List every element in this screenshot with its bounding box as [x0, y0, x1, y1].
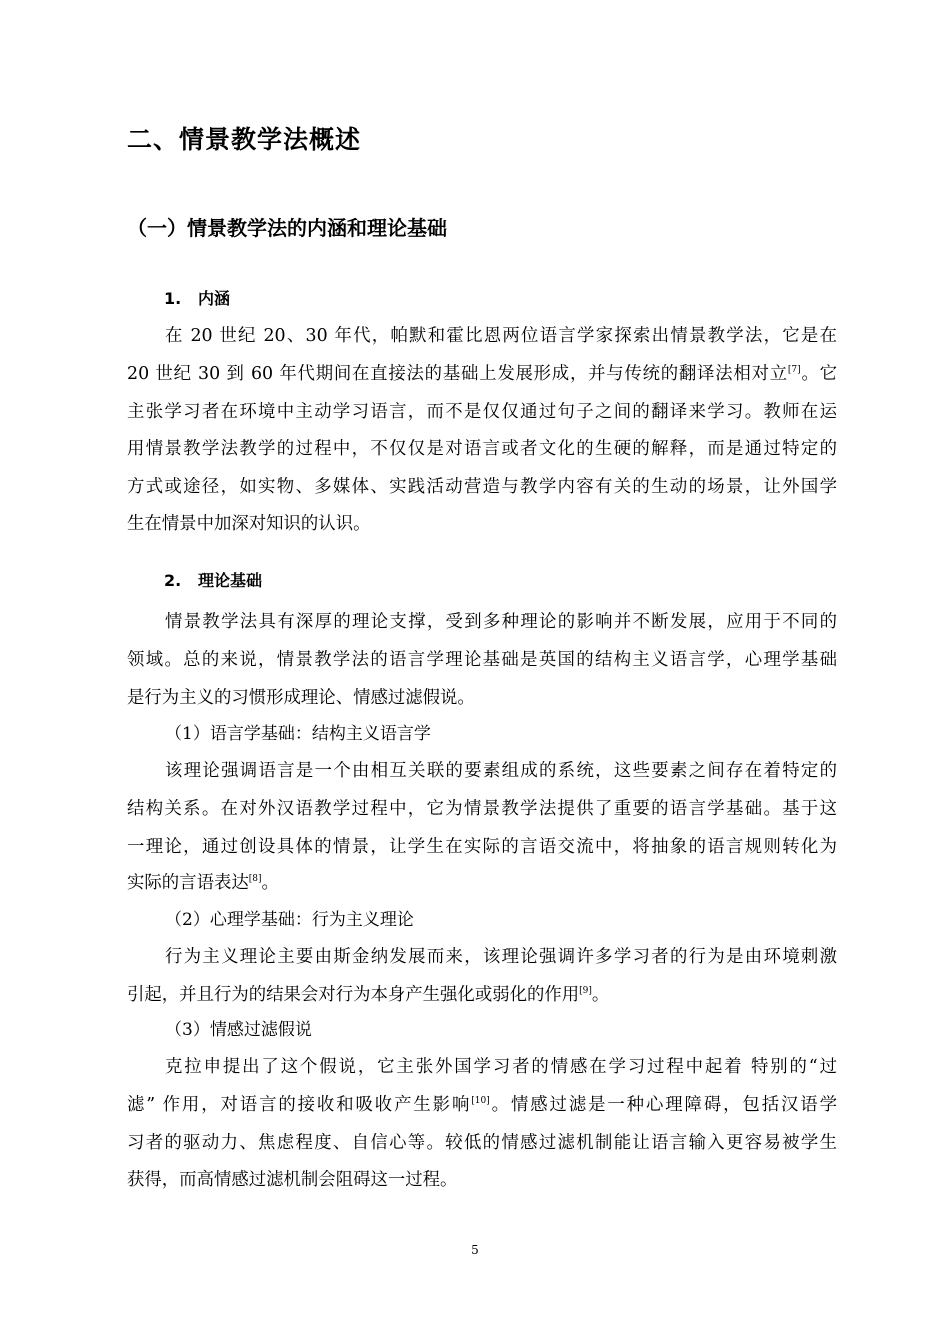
citation: [7]: [787, 365, 801, 375]
subsection-number: 2.: [164, 571, 182, 590]
paragraph-line: 该理论强调语言是一个由相互关联的要素组成的系统，这些要素之间存在着特定的: [165, 761, 837, 781]
paragraph-line: 结构关系。在对外汉语教学过程中，它为情景教学法提供了重要的语言学基础。基于这: [127, 799, 837, 819]
paragraph-line: 引起，并且行为的结果会对行为本身产生强化或弱化的作用[9]。: [127, 985, 610, 1005]
citation: [9]: [579, 986, 592, 996]
paragraph-line: 生在情景中加深对知识的认识。: [127, 514, 371, 534]
citation: [8]: [248, 874, 262, 884]
paragraph-line: 实际的言语表达[8]。: [127, 873, 279, 893]
paragraph-line: 用情景教学法教学的过程中，不仅仅是对语言或者文化的生硬的解释，而是通过特定的: [127, 439, 837, 459]
paragraph-line: 获得，而高情感过滤机制会阻碍这一过程。: [127, 1170, 458, 1190]
section-heading: （一）情景教学法的内涵和理论基础: [127, 216, 447, 240]
sub-heading-psychology: （2）心理学基础：行为主义理论: [165, 910, 414, 930]
subsection-title: 理论基础: [198, 571, 263, 590]
paragraph-line: 习者的驱动力、焦虑程度、自信心等。较低的情感过滤机制能让语言输入更容易被学生: [127, 1133, 837, 1153]
sub-heading-affective-filter: （3）情感过滤假说: [165, 1020, 312, 1040]
paragraph-line: 行为主义理论主要由斯金纳发展而来，该理论强调许多学习者的行为是由环境刺激: [165, 947, 837, 967]
paragraph-line: 克拉申提出了这个假说，它主张外国学习者的情感在学习过程中起着 特别的“过: [165, 1057, 837, 1077]
paragraph-line: 一理论，通过创设具体的情景，让学生在实际的言语交流中，将抽象的语言规则转化为: [127, 837, 837, 857]
subsection-number: 1.: [164, 289, 182, 308]
page-number: 5: [471, 1243, 479, 1257]
subsection-title: 内涵: [198, 289, 231, 308]
paragraph-line: 方式或途径，如实物、多媒体、实践活动营造与教学内容有关的生动的场景，让外国学: [127, 477, 837, 497]
subsection-heading-2: [164, 568, 262, 591]
sub-heading-linguistics: （1）语言学基础：结构主义语言学: [165, 724, 431, 744]
paragraph-line: 情景教学法具有深厚的理论支撑，受到多种理论的影响并不断发展，应用于不同的: [165, 612, 837, 632]
paragraph-line: 是行为主义的习惯形成理论、情感过滤假说。: [127, 688, 475, 708]
citation: [10]: [471, 1096, 490, 1106]
paragraph-line: 主张学习者在环境中主动学习语言，而不是仅仅通过句子之间的翻译来学习。教师在运: [127, 402, 837, 422]
subsection-heading-1: [164, 286, 230, 309]
chapter-heading: 二、情景教学法概述: [127, 125, 362, 154]
paragraph-line: 在 20 世纪 20、30 年代，帕默和霍比恩两位语言学家探索出情景教学法，它是在: [165, 326, 837, 346]
paragraph-line: 滤” 作用，对语言的接收和吸收产生影响[10]。情感过滤是一种心理障碍，包括汉语学: [127, 1095, 837, 1115]
paragraph-line: 领域。总的来说，情景教学法的语言学理论基础是英国的结构主义语言学，心理学基础: [127, 650, 837, 670]
paragraph-line: 20 世纪 30 到 60 年代期间在直接法的基础上发展形成，并与传统的翻译法相对立[7]。它: [127, 364, 837, 384]
